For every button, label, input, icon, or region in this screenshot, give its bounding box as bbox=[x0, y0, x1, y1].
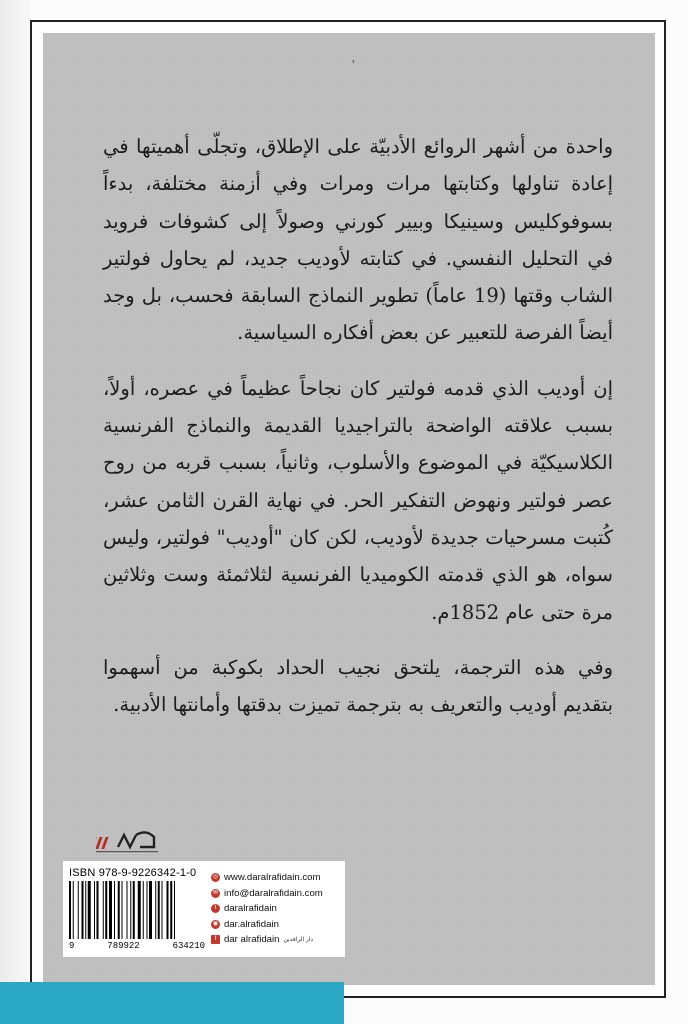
barcode-digits bbox=[69, 941, 205, 951]
contact-facebook bbox=[211, 932, 343, 948]
blurb-paragraph-1: واحدة من أشهر الروائع الأدبيّة على الإطلاق، وتجلّى أهميتها في إعادة تناولها وكتابتها مرات ومرات وفي أزمنة مختلفة، بدءاً بسوفوكليس وسينيكا وبيير كورني وصولاً إلى كشوفات فرويد في التحليل النفسي. في كتابته لأوديب جديد، لم يحاول فولتير الشاب وقتها (19 عاماً) تطوير النماذج السابقة فحسب، بل وجد أيضاً الفرصة للتعبير عن بعض أفكاره السياسية. bbox=[103, 135, 613, 345]
instagram-icon: ◉ bbox=[212, 920, 219, 927]
blurb-paragraph-2: إن أوديب الذي قدمه فولتير كان نجاحاً عظيماً في عصره، أولاً، بسبب علاقته الواضحة بالتراجيديا القديمة والنماذج الفرنسية الكلاسيكيّة في الموضوع والأسلوب، وثانياً، بسبب قربه من روح عصر فولتير ونهوض التفكير الحر. في نهاية القرن الثامن عشر، كُتبت مسرحيات جديدة لأوديب، لكن كان "أوديب" فولتير، وليس سواه، هو الذي قدمته الكوميديا الفرنسية لثلاثمئة وست وثلاثين مرة حتى عام 1852م. bbox=[103, 376, 613, 624]
top-mark: י bbox=[352, 58, 355, 69]
contact-facebook-arabic: دار الرافدين bbox=[283, 937, 314, 944]
contact-twitter bbox=[211, 901, 343, 917]
barcode-digit-lead: 9 bbox=[69, 941, 75, 951]
facebook-icon: f bbox=[211, 935, 220, 944]
contact-instagram-text: dar.alrafidain bbox=[224, 918, 279, 930]
globe-icon: ◎ bbox=[212, 874, 219, 881]
publisher-contacts bbox=[211, 870, 343, 948]
mail-icon: ✉ bbox=[212, 889, 219, 896]
barcode-digits-right: 634210 bbox=[172, 941, 205, 951]
twitter-icon: t bbox=[211, 904, 220, 913]
contact-website-text: www.daralrafidain.com bbox=[224, 872, 321, 884]
barcode-digits-left: 789922 bbox=[107, 941, 140, 951]
contact-email-text: info@daralrafidain.com bbox=[224, 887, 323, 899]
blurb-paragraph-3: وفي هذه الترجمة، يلتحق نجيب الحداد بكوكبة من أسهموا بتقديم أوديب والتعريف به بترجمة تميزت بدقتها وأمانتها الأدبية. bbox=[103, 655, 613, 717]
contact-facebook-text: dar alrafidain bbox=[224, 934, 280, 946]
contact-twitter-text: daralrafidain bbox=[224, 903, 277, 915]
spine-color-band bbox=[0, 982, 344, 1024]
isbn-barcode-label bbox=[63, 861, 345, 957]
isbn-number: ISBN 978-9-9226342-1-0 bbox=[69, 867, 197, 879]
back-cover-blurb bbox=[103, 128, 613, 741]
contact-website bbox=[211, 870, 343, 886]
contact-email bbox=[211, 886, 343, 902]
barcode-icon bbox=[69, 881, 205, 941]
spine-edge bbox=[0, 0, 30, 1024]
contact-instagram bbox=[211, 917, 343, 933]
publisher-logo-icon bbox=[96, 825, 158, 855]
